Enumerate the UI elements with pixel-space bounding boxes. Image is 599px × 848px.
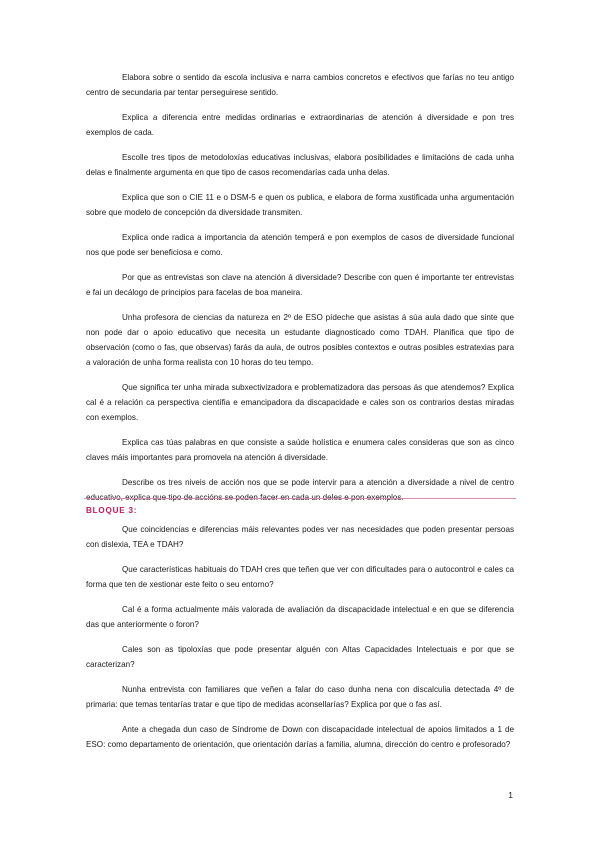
questions-block-bottom (86, 522, 514, 762)
questions-block-top (86, 70, 514, 515)
question-paragraph: Por que as entrevistas son clave na atención á diversidade? Describe con quen é importante ter entrevistas e fai un decálogo de principios para facelas de boa maneira. (86, 273, 514, 297)
question-paragraph: Explica a diferencia entre medidas ordinarias e extraordinarias de atención á diversidade e pon tres exemplos de cada. (86, 113, 514, 137)
question-paragraph: Cal é a forma actualmente máis valorada de avaliación da discapacidade intelectual e en que se diferencia das que anteriormente o foron? (86, 605, 514, 629)
question-paragraph: Nunha entrevista con familiares que veñen a falar do caso dunha nena con discalculia detectada 4º de primaria: que temas tentarías tratar e que tipo de medidas aconsellarías? Explica por que o fas así. (86, 685, 514, 709)
question-paragraph: Explica que son o CIE 11 e o DSM-5 e quen os publica, e elabora de forma xustificada unha argumentación sobre que modelo de concepción da diversidade transmiten. (86, 193, 514, 217)
question-paragraph: Describe os tres niveis de acción nos que se pode intervir para a atención a diversidade a nivel de centro educativo, explica que tipo de accións se poden facer en cada un deles e pon exemplos. (86, 478, 514, 502)
question-paragraph: Unha profesora de ciencias da natureza en 2º de ESO pídeche que asistas á súa aula dado que sinte que non pode dar o apoio educativo que necesita un estudante diagnosticado como TDAH. Planifica que tipo de observación (como o fas, que observas) farás da aula, de outros posibles contextos e outras posibles estratexias para a valoración de unha forma realista con 10 horas do teu tempo. (86, 313, 514, 367)
section-title: BLOQUE 3: (86, 506, 138, 515)
page-number: 1 (508, 790, 513, 800)
question-paragraph: Que coincidencias e diferencias máis relevantes podes ver nas necesidades que poden presentar persoas con dislexia, TEA e TDAH? (86, 525, 514, 549)
question-paragraph: Explica cas túas palabras en que consiste a saúde holística e enumera cales consideras que son as cinco claves máis importantes para promovela na atención á diversidade. (86, 438, 514, 462)
question-paragraph: Escolle tres tipos de metodoloxías educativas inclusivas, elabora posibilidades e limitacións de cada unha delas e finalmente argumenta en que tipo de casos recomendarías cada unha delas. (86, 153, 514, 177)
question-paragraph: Elabora sobre o sentido da escola inclusiva e narra cambios concretos e efectivos que farías no teu antigo centro de secundaria par tentar perseguirese sentido. (86, 73, 514, 97)
section-divider (84, 498, 516, 499)
question-paragraph: Ante a chegada dun caso de Síndrome de Down con discapacidade intelectual de apoios limitados a 1 de ESO: como departamento de orientación, que orientación darías a familia, alumna, dirección do centro e profesorado? (86, 725, 514, 749)
question-paragraph: Cales son as tipoloxías que pode presentar alguén con Altas Capacidades Intelectuais e por que se caracterizan? (86, 645, 514, 669)
question-paragraph: Explica onde radica a importancia da atención temperá e pon exemplos de casos de diversidade funcional nos que pode ser beneficiosa e como. (86, 233, 514, 257)
question-paragraph: Que significa ter unha mirada subxectivizadora e problematizadora das persoas ás que atendemos? Explica cal é a relación ca perspectiva científia e emancipadora da discapacidade e cales son os contrarios destas miradas con exemplos. (86, 383, 514, 422)
question-paragraph: Que características habituais do TDAH cres que teñen que ver con dificultades para o autocontrol e cales ca forma que ten de xestionar este feito o seu entorno? (86, 565, 514, 589)
